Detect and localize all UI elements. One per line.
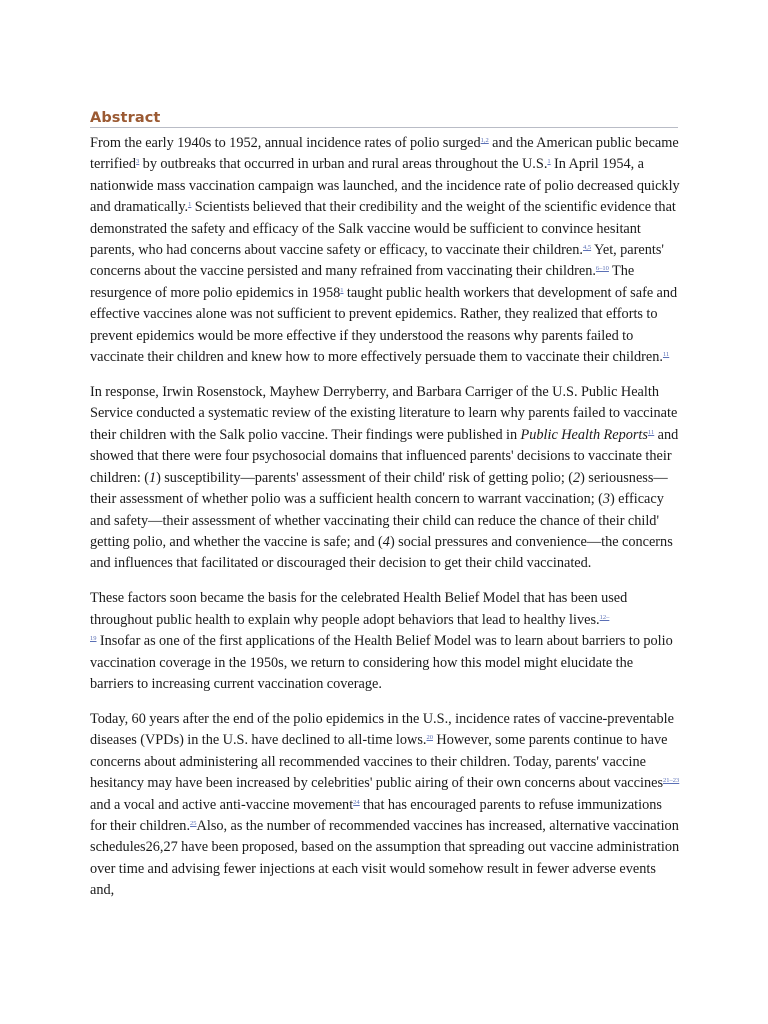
text: In April 1954, a nationwide mass vaccination campaign was launched, and the incidence rate of polio decreased quickly and dramatically. [90,156,680,216]
reference-link[interactable]: 4,5 [583,244,592,252]
reference-link[interactable]: 20 [426,734,433,742]
paragraph-1 [90,133,680,368]
list-number: 4 [382,533,390,550]
text: In response, Irwin Rosenstock, Mayhew Derryberry, and Barbara Carriger of the U.S. Public Health Service conducted a systematic review of the existing literature to learn why parents failed to vaccinate their children with the Salk polio vaccine. Their findings were published in [90,384,678,443]
paragraph-2 [90,382,680,575]
text: Scientists believed that their credibility and the weight of the scientific evidence that demonstrated the safety and efficacy of the Salk vaccine would be sufficient to convince hesitant parents, who had concerns about vaccine safety or efficacy, to vaccinate their children. [90,199,676,259]
text: that has encouraged parents to refuse immunizations for their children. [90,796,662,834]
text: ) susceptibility—parents' assessment of their child' risk of getting polio; ( [156,469,574,486]
reference-link[interactable]: 24 [353,798,360,806]
text: Insofar as one of the first applications of the Health Belief Model was to learn about barriers to polio vaccination coverage in the 1950s, we return to considering how this model might elucidate the barriers to increasing current vaccination coverage. [90,633,673,692]
reference-link[interactable]: 12– [599,613,610,621]
paragraph-3 [90,588,680,695]
list-number: 2 [573,469,581,486]
reference-link[interactable]: 21–23 [663,777,680,785]
text: by outbreaks that occurred in urban and rural areas throughout the U.S. [139,156,548,173]
reference-link[interactable]: 1 [547,158,551,166]
paragraph-4 [90,709,680,902]
reference-link[interactable]: 6–10 [595,265,609,273]
reference-link[interactable]: 11 [662,351,670,359]
abstract-body [90,133,680,915]
reference-link[interactable]: 25 [190,819,197,827]
reference-link[interactable]: 1,2 [480,137,489,144]
text: These factors soon became the basis for the celebrated Health Belief Model that has been used throughout public health to explain why people adopt behaviors that lead to healthy lives. [90,590,628,628]
reference-link[interactable]: 1 [188,201,192,209]
abstract-heading: Abstract [90,110,678,128]
reference-link[interactable]: 19 [90,635,97,643]
text: From the early 1940s to 1952, annual incidence rates of polio surged [90,135,481,151]
text: Yet, parents' concerns about the vaccine persisted and many refrained from vaccinating their children. [90,242,664,280]
text: The resurgence of more polio epidemics in 1958 [90,263,635,301]
text: ) social pressures and convenience—the concerns and influences that facilitated or discouraged their decision to get their child vaccinated. [90,533,673,572]
text: However, some parents continue to have concerns about administering all recommended vaccines to their children. Today, parents' vaccine hesitancy may have been increased by celebrities' public airing of their own concerns about vaccines [90,732,668,792]
text: ) seriousness—their assessment of whether polio was a sufficient health concern to warrant vaccination; ( [90,469,668,508]
journal-title: Public Health Reports [520,426,648,443]
text: Today, 60 years after the end of the polio epidemics in the U.S., incidence rates of vaccine-preventable diseases (VPDs) in the U.S. have declined to all-time lows. [90,710,674,749]
text: and showed that there were four psychosocial domains that influenced parents' decisions to vaccinate their children: ( [90,426,679,486]
reference-link[interactable]: 11 [647,428,655,436]
reference-link[interactable]: 1 [340,286,344,294]
text: Also, as the number of recommended vaccines has increased, alternative vaccination schedules26,27 have been proposed, based on the assumption that spreading out vaccine administration over time and advising fewer injections at each visit would somehow result in fewer adverse events and, [90,817,680,899]
list-number: 1 [148,469,157,486]
text: and the American public became terrified [90,135,679,173]
text: ) efficacy and safety—their assessment of whether vaccinating their child can reduce the chance of their child' getting polio, and whether the vaccine is safe; and ( [90,491,664,550]
reference-link[interactable]: 3 [136,158,140,166]
list-number: 3 [602,491,610,508]
text: taught public health workers that development of safe and effective vaccines alone was not sufficient to prevent epidemics. Rather, they realized that efforts to prevent epidemics would be more effective if they understood the reasons why parents failed to vaccinate their children and knew how to more effectively persuade them to vaccinate their children. [90,284,678,366]
text: and a vocal and active anti-vaccine movement [90,796,354,813]
